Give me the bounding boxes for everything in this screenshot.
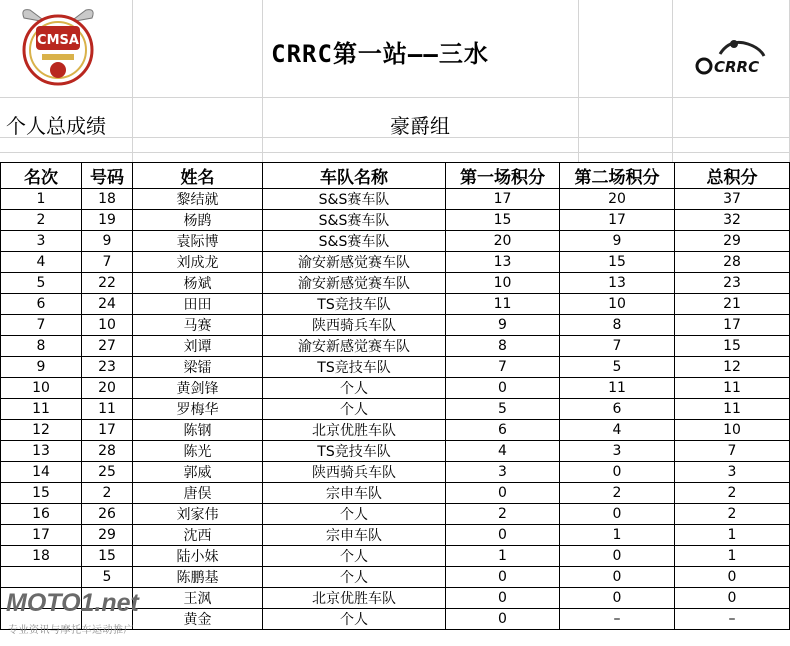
cell-name: 陆小妹 <box>133 546 263 567</box>
cell-race1-points: 1 <box>446 546 560 567</box>
cell-number: 23 <box>82 357 133 378</box>
cell-rank: 17 <box>1 525 82 546</box>
cell-race1-points: 0 <box>446 525 560 546</box>
cell-race1-points: 2 <box>446 504 560 525</box>
cell-total-points: 0 <box>675 567 790 588</box>
cell-total-points: 2 <box>675 504 790 525</box>
cell-race2-points: 11 <box>560 378 675 399</box>
cell-team: 宗申车队 <box>263 525 446 546</box>
cell-race1-points: 11 <box>446 294 560 315</box>
cell-name: 刘家伟 <box>133 504 263 525</box>
cell-number: 18 <box>82 189 133 210</box>
cell-name: 刘谭 <box>133 336 263 357</box>
cell-number: 25 <box>82 462 133 483</box>
cell-rank: 13 <box>1 441 82 462</box>
cell-total-points: 11 <box>675 399 790 420</box>
cell-total-points: 1 <box>675 546 790 567</box>
cell-race2-points: 15 <box>560 252 675 273</box>
cell-rank: 14 <box>1 462 82 483</box>
cell-team: 渝安新感觉赛车队 <box>263 273 446 294</box>
cell-race2-points: 2 <box>560 483 675 504</box>
col-header-total-points: 总积分 <box>675 163 790 189</box>
cell-name: 黄金 <box>133 609 263 630</box>
cell-rank: 9 <box>1 357 82 378</box>
crrc-logo-text: CRRC <box>714 58 760 76</box>
cell-name: 黄剑锋 <box>133 378 263 399</box>
cell-team: 个人 <box>263 378 446 399</box>
cell-race2-points: 0 <box>560 504 675 525</box>
table-row <box>1 357 790 378</box>
cell-number: 17 <box>82 420 133 441</box>
cell-race2-points: 3 <box>560 441 675 462</box>
cell-rank: 1 <box>1 189 82 210</box>
watermark-text: MOTO1.net <box>6 589 139 617</box>
cell-name: 陈鹏基 <box>133 567 263 588</box>
cell-total-points: 37 <box>675 189 790 210</box>
col-header-rank: 名次 <box>1 163 82 189</box>
cell-team: 渝安新感觉赛车队 <box>263 252 446 273</box>
cell-race2-points: 5 <box>560 357 675 378</box>
cell-team: S&S赛车队 <box>263 210 446 231</box>
cell-total-points: – <box>675 609 790 630</box>
cell-rank: 12 <box>1 420 82 441</box>
cell-rank: 11 <box>1 399 82 420</box>
grid-line <box>0 152 790 153</box>
cell-race2-points: 0 <box>560 462 675 483</box>
cell-team: 北京优胜车队 <box>263 588 446 609</box>
watermark-slogan: 专业资讯与摩托车运动推广 <box>8 625 134 636</box>
cell-number: 11 <box>82 399 133 420</box>
cell-rank: 2 <box>1 210 82 231</box>
table-row <box>1 483 790 504</box>
table-row <box>1 546 790 567</box>
cell-name: 郭威 <box>133 462 263 483</box>
table-row <box>1 252 790 273</box>
cell-race1-points: 4 <box>446 441 560 462</box>
cell-race1-points: 0 <box>446 378 560 399</box>
table-row <box>1 441 790 462</box>
cell-rank: 15 <box>1 483 82 504</box>
cell-rank: 8 <box>1 336 82 357</box>
cell-name: 杨斌 <box>133 273 263 294</box>
cell-total-points: 32 <box>675 210 790 231</box>
cell-total-points: 1 <box>675 525 790 546</box>
table-row <box>1 189 790 210</box>
cell-name: 袁际博 <box>133 231 263 252</box>
moto1-watermark <box>6 589 206 639</box>
cell-team: 陕西骑兵车队 <box>263 315 446 336</box>
cell-rank <box>1 567 82 588</box>
cell-number: 20 <box>82 378 133 399</box>
table-row <box>1 420 790 441</box>
cell-total-points: 11 <box>675 378 790 399</box>
cell-name: 沈西 <box>133 525 263 546</box>
cell-race1-points: 0 <box>446 588 560 609</box>
cell-number: 29 <box>82 525 133 546</box>
cell-team: TS竞技车队 <box>263 357 446 378</box>
cell-race1-points: 10 <box>446 273 560 294</box>
cell-number: 15 <box>82 546 133 567</box>
results-table <box>0 162 790 630</box>
cell-race1-points: 5 <box>446 399 560 420</box>
overall-results-label: 个人总成绩 <box>6 114 106 138</box>
table-row <box>1 525 790 546</box>
table-row <box>1 231 790 252</box>
col-header-team: 车队名称 <box>263 163 446 189</box>
cell-number: 26 <box>82 504 133 525</box>
cmsa-logo <box>18 4 98 88</box>
cell-rank: 6 <box>1 294 82 315</box>
cell-number: 7 <box>82 252 133 273</box>
table-row <box>1 294 790 315</box>
cell-total-points: 10 <box>675 420 790 441</box>
cell-team: S&S赛车队 <box>263 189 446 210</box>
table-header-row <box>1 163 790 189</box>
cell-total-points: 7 <box>675 441 790 462</box>
cell-number: 22 <box>82 273 133 294</box>
cell-number: 24 <box>82 294 133 315</box>
cell-race2-points: – <box>560 609 675 630</box>
grid-line <box>0 97 790 98</box>
cell-race1-points: 17 <box>446 189 560 210</box>
page-title: CRRC第一站——三水 <box>271 40 489 68</box>
cell-team: 个人 <box>263 609 446 630</box>
col-header-race2-points: 第二场积分 <box>560 163 675 189</box>
cell-rank: 18 <box>1 546 82 567</box>
cell-rank: 3 <box>1 231 82 252</box>
col-header-name: 姓名 <box>133 163 263 189</box>
cell-name: 田田 <box>133 294 263 315</box>
cell-team: 个人 <box>263 399 446 420</box>
cell-team: 陕西骑兵车队 <box>263 462 446 483</box>
cell-total-points: 15 <box>675 336 790 357</box>
cell-race2-points: 0 <box>560 546 675 567</box>
cell-race2-points: 4 <box>560 420 675 441</box>
cell-race2-points: 10 <box>560 294 675 315</box>
cell-number: 19 <box>82 210 133 231</box>
cell-name: 陈光 <box>133 441 263 462</box>
cell-name: 杨鹍 <box>133 210 263 231</box>
cell-name: 黎结就 <box>133 189 263 210</box>
cell-race2-points: 0 <box>560 588 675 609</box>
cell-race1-points: 7 <box>446 357 560 378</box>
table-row <box>1 462 790 483</box>
group-label: 豪爵组 <box>390 114 450 138</box>
cell-race2-points: 17 <box>560 210 675 231</box>
cell-team: TS竞技车队 <box>263 294 446 315</box>
cell-race2-points: 9 <box>560 231 675 252</box>
table-row <box>1 336 790 357</box>
table-row <box>1 567 790 588</box>
cell-name: 唐俣 <box>133 483 263 504</box>
cell-number: 27 <box>82 336 133 357</box>
cell-name: 马赛 <box>133 315 263 336</box>
cell-name: 罗梅华 <box>133 399 263 420</box>
cell-rank: 7 <box>1 315 82 336</box>
cell-race1-points: 6 <box>446 420 560 441</box>
cell-race1-points: 0 <box>446 483 560 504</box>
cell-team: 渝安新感觉赛车队 <box>263 336 446 357</box>
cell-total-points: 0 <box>675 588 790 609</box>
cell-team: 个人 <box>263 567 446 588</box>
cell-number: 2 <box>82 483 133 504</box>
cell-race2-points: 13 <box>560 273 675 294</box>
cell-rank: 4 <box>1 252 82 273</box>
results-body <box>1 189 790 630</box>
cell-race2-points: 1 <box>560 525 675 546</box>
cell-total-points: 12 <box>675 357 790 378</box>
table-row <box>1 210 790 231</box>
cell-number: 10 <box>82 315 133 336</box>
cell-team: 宗申车队 <box>263 483 446 504</box>
cell-total-points: 3 <box>675 462 790 483</box>
cell-race1-points: 8 <box>446 336 560 357</box>
cell-name: 陈钢 <box>133 420 263 441</box>
crrc-logo <box>690 34 780 78</box>
cell-race2-points: 6 <box>560 399 675 420</box>
cell-number: 28 <box>82 441 133 462</box>
cell-race1-points: 3 <box>446 462 560 483</box>
cell-rank: 16 <box>1 504 82 525</box>
cell-race2-points: 7 <box>560 336 675 357</box>
cell-team: 北京优胜车队 <box>263 420 446 441</box>
cell-rank: 10 <box>1 378 82 399</box>
cell-total-points: 21 <box>675 294 790 315</box>
cell-total-points: 2 <box>675 483 790 504</box>
cell-team: S&S赛车队 <box>263 231 446 252</box>
col-header-race1-points: 第一场积分 <box>446 163 560 189</box>
cell-team: 个人 <box>263 546 446 567</box>
cell-race1-points: 20 <box>446 231 560 252</box>
cell-team: 个人 <box>263 504 446 525</box>
cell-total-points: 17 <box>675 315 790 336</box>
cell-race2-points: 8 <box>560 315 675 336</box>
cell-team: TS竞技车队 <box>263 441 446 462</box>
cell-number: 5 <box>82 567 133 588</box>
table-row <box>1 504 790 525</box>
cell-race2-points: 0 <box>560 567 675 588</box>
cell-total-points: 28 <box>675 252 790 273</box>
cell-name: 梁镭 <box>133 357 263 378</box>
table-row <box>1 273 790 294</box>
cell-total-points: 23 <box>675 273 790 294</box>
col-header-number: 号码 <box>82 163 133 189</box>
cell-total-points: 29 <box>675 231 790 252</box>
cell-race1-points: 0 <box>446 609 560 630</box>
cell-name: 刘成龙 <box>133 252 263 273</box>
cell-race1-points: 9 <box>446 315 560 336</box>
cell-race1-points: 15 <box>446 210 560 231</box>
table-row <box>1 399 790 420</box>
cell-rank: 5 <box>1 273 82 294</box>
cell-race1-points: 0 <box>446 567 560 588</box>
cmsa-logo-text: CMSA <box>37 33 79 48</box>
table-row <box>1 315 790 336</box>
cell-race2-points: 20 <box>560 189 675 210</box>
table-row <box>1 378 790 399</box>
cell-name: 王沨 <box>133 588 263 609</box>
cell-number: 9 <box>82 231 133 252</box>
cell-race1-points: 13 <box>446 252 560 273</box>
